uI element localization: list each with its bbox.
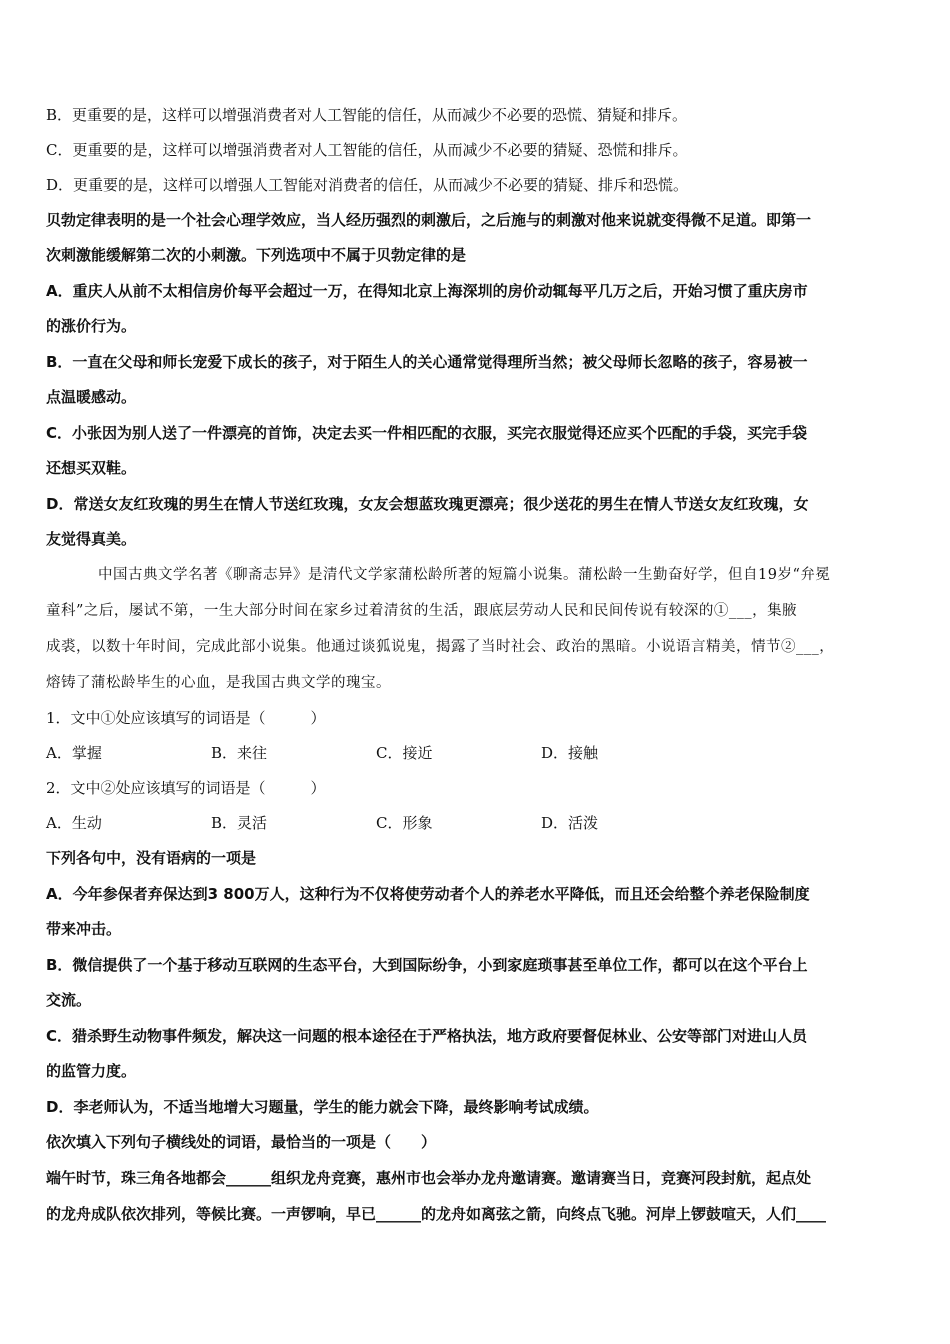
grammar-question: [46, 841, 906, 1125]
option-a: A．掌握: [46, 744, 102, 762]
option-c: C．形象: [376, 814, 433, 832]
option-a-line1: A．今年参保者弃保达到3 800万人，这种行为不仅将使劳动者个人的养老水平降低，而且还会给整个养老保险制度: [46, 885, 810, 903]
option-c: C．接近: [376, 744, 433, 762]
option-b: B．更重要的是，这样可以增强消费者对人工智能的信任，从而减少不必要的恐慌、猜疑和排斥。: [46, 106, 688, 124]
fill-blank-question: [46, 1125, 906, 1232]
option-a: A．生动: [46, 814, 102, 832]
sub-question-stem: 1．文中①处应该填写的词语是（ ）: [46, 709, 326, 727]
option-d: D．李老师认为，不适当地增大习题量，学生的能力就会下降，最终影响考试成绩。: [46, 1098, 599, 1116]
passage-line: 熔铸了蒲松龄毕生的心血，是我国古典文学的瑰宝。: [46, 675, 391, 691]
sub-question-options: [46, 806, 906, 841]
liaozhai-passage: [46, 557, 906, 701]
question-stem-line: 次刺激能缓解第二次的小刺激。下列选项中不属于贝勃定律的是: [46, 246, 467, 264]
option-d: D．更重要的是，这样可以增强人工智能对消费者的信任，从而减少不必要的猜疑、排斥和恐慌。: [46, 176, 689, 194]
passage-line: 成裘，以数十年时间，完成此部小说集。他通过谈狐说鬼，揭露了当时社会、政治的黑暗。小说语言精美，情节②___，: [46, 639, 835, 655]
option-d: D．活泼: [541, 814, 599, 832]
option-d-line2: 友觉得真美。: [46, 530, 137, 548]
sub-question-2: [46, 771, 906, 841]
question-text-line: 的龙舟成队依次排列，等候比赛。一声锣响，早已______的龙舟如离弦之箭，向终点飞驰。河岸上锣鼓喧天，人们____: [46, 1205, 827, 1223]
option-b: B．来往: [211, 744, 268, 762]
option-c-line1: C．猎杀野生动物事件频发，解决这一问题的根本途径在于严格执法，地方政府要督促林业、公安等部门对进山人员: [46, 1027, 808, 1045]
option-d: D．接触: [541, 744, 599, 762]
option-c-line2: 的监管力度。: [46, 1062, 137, 1080]
question-stem: 依次填入下列句子横线处的词语，最恰当的一项是（ ）: [46, 1133, 437, 1151]
option-c-line1: C．小张因为别人送了一件漂亮的首饰，决定去买一件相匹配的衣服，买完衣服觉得还应买个匹配的手袋，买完手袋: [46, 424, 808, 442]
sub-question-1: [46, 701, 906, 771]
passage-line: 中国古典文学名著《聊斋志异》是清代文学家蒲松龄所著的短篇小说集。蒲松龄一生勤奋好学，但自19岁“弁冕: [98, 567, 831, 583]
option-a-line2: 的涨价行为。: [46, 317, 137, 335]
option-c-line2: 还想买双鞋。: [46, 459, 137, 477]
passage-line: 童科”之后，屡试不第，一生大部分时间在家乡过着清贫的生活，跟底层劳动人民和民间传说有较深的①___，集腋: [46, 603, 798, 619]
exam-page: [46, 98, 906, 1232]
previous-question-options: [46, 98, 906, 203]
bell-law-question: [46, 203, 906, 557]
option-b-line1: B．微信提供了一个基于移动互联网的生态平台，大到国际纷争，小到家庭琐事甚至单位工作，都可以在这个平台上: [46, 956, 808, 974]
option-a-line1: A．重庆人从前不太相信房价每平会超过一万，在得知北京上海深圳的房价动辄每平几万之后，开始习惯了重庆房市: [46, 282, 808, 300]
option-b-line1: B．一直在父母和师长宠爱下成长的孩子，对于陌生人的关心通常觉得理所当然；被父母师长忽略的孩子，容易被一: [46, 353, 808, 371]
sub-question-stem: 2．文中②处应该填写的词语是（ ）: [46, 779, 326, 797]
option-c: C．更重要的是，这样可以增强消费者对人工智能的信任，从而减少不必要的猜疑、恐慌和排斥。: [46, 141, 688, 159]
option-b-line2: 点温暖感动。: [46, 388, 137, 406]
question-stem: 下列各句中，没有语病的一项是: [46, 849, 257, 867]
question-text-line: 端午时节，珠三角各地都会______组织龙舟竞赛，惠州市也会举办龙舟邀请赛。邀请赛当日，竞赛河段封航，起点处: [46, 1169, 812, 1187]
question-stem-line: 贝勃定律表明的是一个社会心理学效应，当人经历强烈的刺激后，之后施与的刺激对他来说就变得微不足道。即第一: [46, 211, 812, 229]
option-b-line2: 交流。: [46, 991, 92, 1009]
option-d-line1: D．常送女友红玫瑰的男生在情人节送红玫瑰，女友会想蓝玫瑰更漂亮；很少送花的男生在情人节送女友红玫瑰，女: [46, 495, 809, 513]
option-b: B．灵活: [211, 814, 268, 832]
option-a-line2: 带来冲击。: [46, 920, 122, 938]
sub-question-options: [46, 736, 906, 771]
